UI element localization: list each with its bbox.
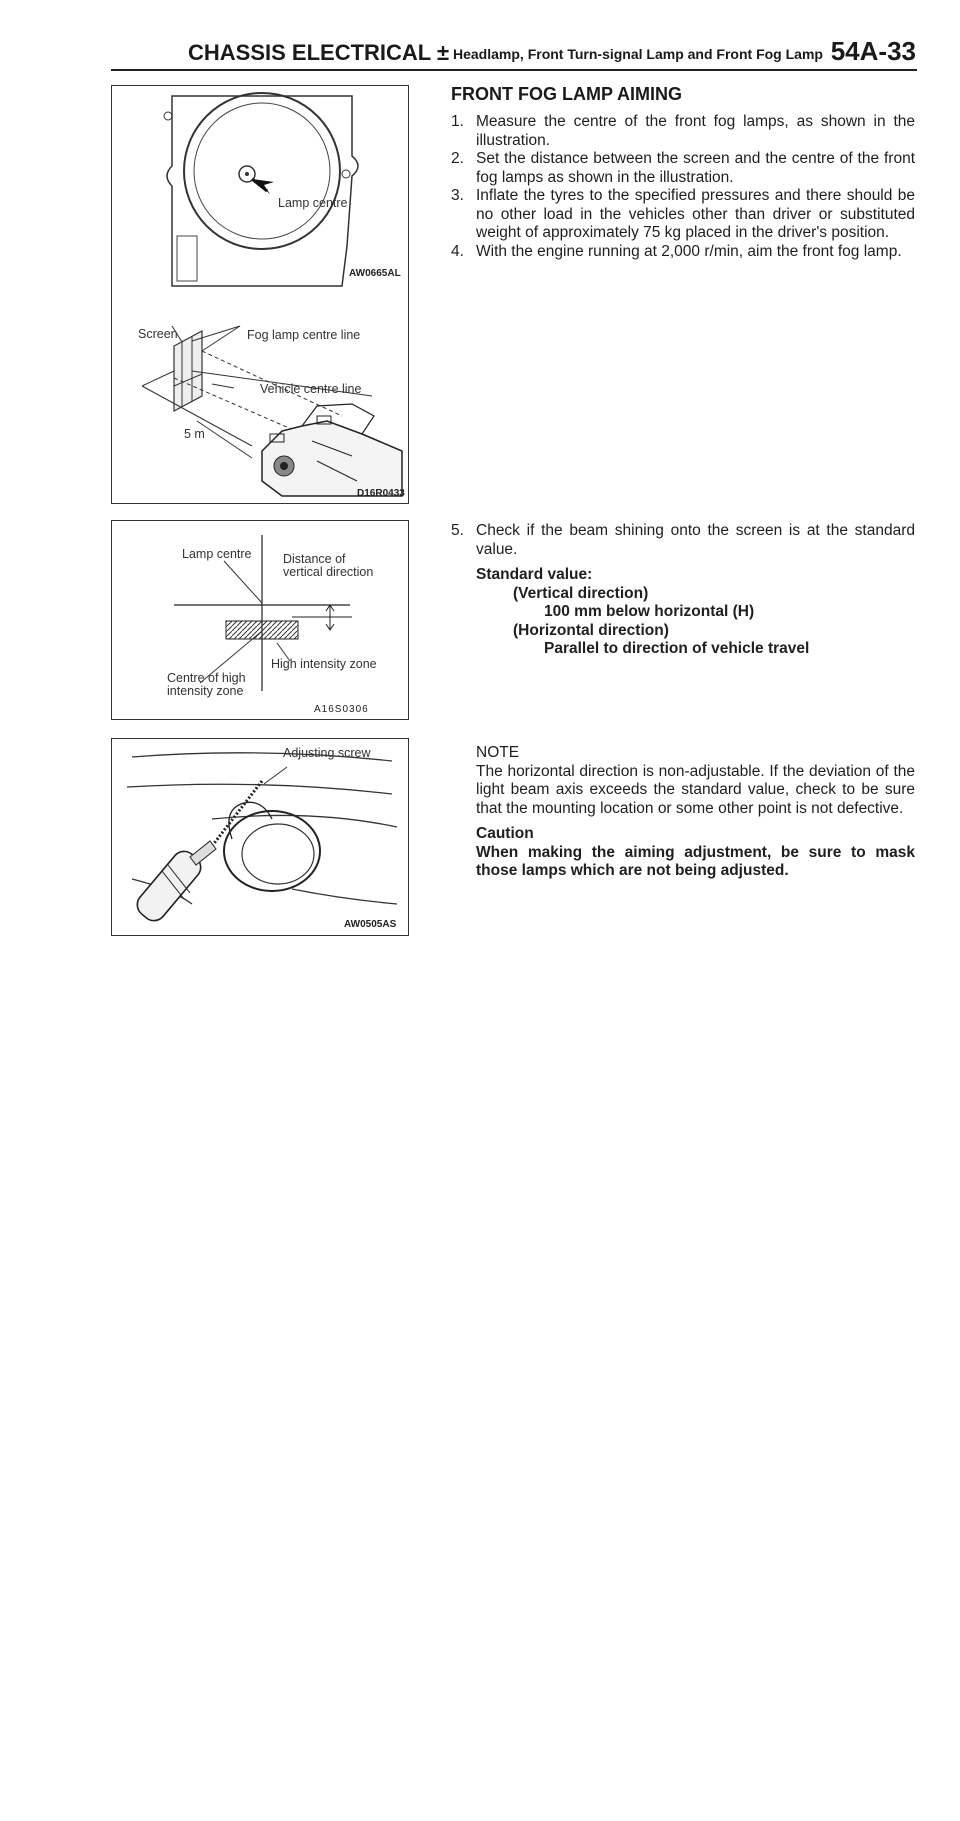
figure-beam-pattern bbox=[111, 520, 409, 720]
step-2-text: Set the distance between the screen and the centre of the front fog lamps as shown in the illustration. bbox=[476, 150, 915, 186]
step-5-block bbox=[451, 522, 915, 659]
beam-pattern-diagram bbox=[112, 521, 408, 719]
note-block bbox=[476, 744, 915, 881]
fig2-label-lamp-centre: Lamp centre bbox=[182, 547, 252, 561]
section-title: CHASSIS ELECTRICAL ± bbox=[188, 40, 450, 65]
note-text: The horizontal direction is non-adjustable. If the deviation of the light beam axis exceeds the standard value, check to be sure that the mounting location or some other point is not defective. bbox=[476, 762, 915, 817]
step-5-text: Check if the beam shining onto the screen is at the standard value. bbox=[476, 522, 915, 558]
fig1-label-fog-lamp-centre-line: Fog lamp centre line bbox=[247, 328, 361, 342]
fig2-code: A16S0306 bbox=[314, 704, 369, 715]
step-4 bbox=[451, 243, 915, 262]
step-3 bbox=[451, 187, 915, 243]
fig1-label-distance: 5 m bbox=[184, 427, 205, 441]
note-label: NOTE bbox=[476, 744, 520, 761]
fig1-label-screen: Screen bbox=[138, 327, 178, 341]
step-2 bbox=[451, 150, 915, 187]
horizontal-direction-label: (Horizontal direction) bbox=[513, 621, 669, 639]
fig2-label-centre-high-line1: Centre of high bbox=[167, 671, 246, 685]
fig2-label-centre-high-line2: intensity zone bbox=[167, 684, 244, 698]
fig1-code-bottom: D16R0433 bbox=[357, 488, 405, 499]
step-1 bbox=[451, 113, 915, 150]
step-4-number: 4. bbox=[451, 242, 464, 260]
figure-fog-lamp-setup bbox=[111, 85, 409, 504]
steps-1-4 bbox=[451, 113, 915, 261]
step-5-number: 5. bbox=[451, 522, 464, 539]
fig1-label-lamp-centre: Lamp centre bbox=[278, 196, 348, 210]
subsection-title: Headlamp, Front Turn-signal Lamp and Front Fog Lamp bbox=[453, 46, 823, 62]
standard-value-label: Standard value: bbox=[476, 566, 593, 583]
fig2-label-distance-line2: vertical direction bbox=[283, 565, 374, 579]
fig1-label-vehicle-centre-line: Vehicle centre line bbox=[260, 382, 362, 396]
adjusting-screw-illustration bbox=[112, 739, 408, 935]
step-3-text: Inflate the tyres to the specified pressures and there should be no other load in the vehicles other than driver or substituted weight of approximately 75 kg placed in the driver's position. bbox=[476, 187, 915, 241]
section-heading: FRONT FOG LAMP AIMING bbox=[451, 84, 682, 104]
step-1-number: 1. bbox=[451, 113, 464, 130]
fig3-label-adjusting-screw: Adjusting screw bbox=[283, 746, 371, 760]
step-1-text: Measure the centre of the front fog lamps, as shown in the illustration. bbox=[476, 113, 915, 149]
header-rule bbox=[111, 69, 917, 71]
fig2-label-distance-line1: Distance of bbox=[283, 552, 346, 566]
step-5 bbox=[451, 522, 915, 559]
step-4-text: With the engine running at 2,000 r/min, aim the front fog lamp. bbox=[476, 242, 902, 260]
page-number: 54A-33 bbox=[830, 36, 916, 66]
step-3-number: 3. bbox=[451, 187, 464, 204]
fig2-label-high-intensity-zone: High intensity zone bbox=[271, 657, 377, 671]
vertical-direction-value: 100 mm below horizontal (H) bbox=[544, 603, 755, 620]
figure-adjusting-screw bbox=[111, 738, 409, 936]
caution-label: Caution bbox=[476, 825, 534, 842]
fog-lamp-illustration bbox=[112, 86, 408, 503]
page-header bbox=[188, 34, 916, 68]
vertical-direction-label: (Vertical direction) bbox=[513, 584, 649, 602]
caution-text: When making the aiming adjustment, be sure to mask those lamps which are not being adjusted. bbox=[476, 843, 915, 879]
fig1-code-top: AW0665AL bbox=[349, 268, 401, 279]
step-2-number: 2. bbox=[451, 150, 464, 167]
fig3-code: AW0505AS bbox=[344, 919, 397, 930]
horizontal-direction-value: Parallel to direction of vehicle travel bbox=[544, 640, 810, 657]
